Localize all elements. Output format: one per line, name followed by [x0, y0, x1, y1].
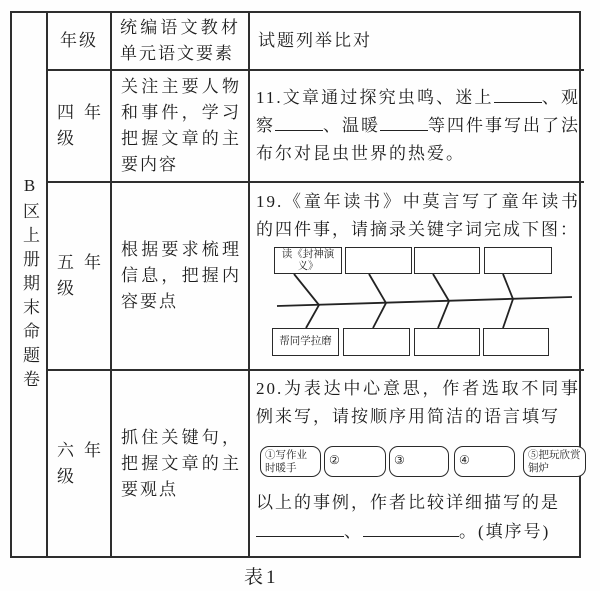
q20-tail-suffix: 。(填序号)	[459, 522, 551, 541]
question11-text	[256, 84, 580, 168]
question20-text: 20.为表达中心意思，作者选取不同事例来写，请按顺序用简洁的语言填写	[256, 379, 580, 426]
q20-sequence-box-5: ⑤把玩欣赏铜炉	[523, 446, 586, 477]
q20-sequence-box-1: ①写作业时暖手	[260, 446, 321, 477]
q20-tail-separator: 、	[344, 522, 363, 541]
question11-cell	[248, 69, 584, 181]
q20-sequence-boxes	[256, 445, 580, 483]
header-questions-label: 试题列举比对	[258, 31, 372, 50]
q11-segment-4: 等四件事写出了法布尔对昆虫世界的热爱。	[256, 116, 580, 163]
table-side-column	[12, 13, 46, 556]
exam-comparison-table	[10, 11, 581, 558]
fishbone-top-box-3	[414, 247, 480, 274]
table-caption: 表1	[244, 567, 279, 588]
header-cell-element	[110, 13, 248, 69]
fishbone-top-box-2	[345, 247, 412, 274]
grade6-element-text: 抓住关键句，把握文章的主要观点	[121, 427, 241, 499]
q11-segment-1: 11.文章通过探究虫鸣、迷上	[256, 88, 494, 107]
fishbone-top-box-1: 读《封神演义》	[274, 247, 342, 274]
grade6-element-cell	[110, 369, 248, 556]
grade5-element-cell	[110, 181, 248, 369]
q11-blank-1	[494, 87, 542, 103]
q11-segment-2: 、观察	[256, 88, 580, 135]
q20-blank-2	[363, 521, 459, 537]
header-cell-questions	[248, 13, 584, 69]
q11-blank-2	[275, 115, 323, 131]
grade4-element-cell	[110, 69, 248, 181]
header-grade-label: 年级	[60, 31, 98, 50]
grade6-cell	[46, 369, 110, 556]
grade5-element-text: 根据要求梳理信息，把握内容要点	[121, 240, 241, 311]
q20-tail-line-2	[256, 517, 580, 547]
question19-text: 19.《童年读书》中莫言写了童年读书的四件事，请摘录关键字词完成下图：	[256, 192, 580, 239]
header-element-label: 统编语文教材单元语文要素	[120, 18, 240, 63]
fishbone-bottom-box-2	[343, 328, 410, 356]
grade5-label: 五年级	[57, 253, 103, 298]
grade5-cell	[46, 181, 110, 369]
q20-sequence-box-2: ②	[324, 446, 386, 477]
grade4-element-text: 关注主要人物和事件，学习把握文章的主要内容	[121, 77, 241, 174]
fishbone-bottom-box-4	[483, 328, 549, 356]
fishbone-top-box-4	[484, 247, 552, 274]
grade6-label: 六年级	[57, 440, 103, 486]
q20-tail-line-1: 以上的事例，作者比较详细描写的是	[256, 493, 560, 512]
side-vertical-label: B区上册期末命题卷	[20, 175, 39, 394]
q20-blank-1	[256, 521, 344, 537]
q20-sequence-box-4: ④	[454, 446, 515, 477]
question20-cell	[248, 369, 584, 556]
fishbone-bottom-box-3	[414, 328, 480, 356]
fishbone-bottom-box-1: 帮同学拉磨	[272, 328, 339, 356]
grade4-label: 四年级	[57, 103, 103, 148]
question19-cell	[248, 181, 584, 369]
fishbone-diagram	[258, 244, 580, 366]
grade4-cell	[46, 69, 110, 181]
q11-blank-3	[380, 115, 428, 131]
q20-sequence-box-3: ③	[389, 446, 449, 477]
q11-segment-3: 、温暖	[323, 116, 380, 135]
header-cell-grade	[46, 13, 110, 69]
